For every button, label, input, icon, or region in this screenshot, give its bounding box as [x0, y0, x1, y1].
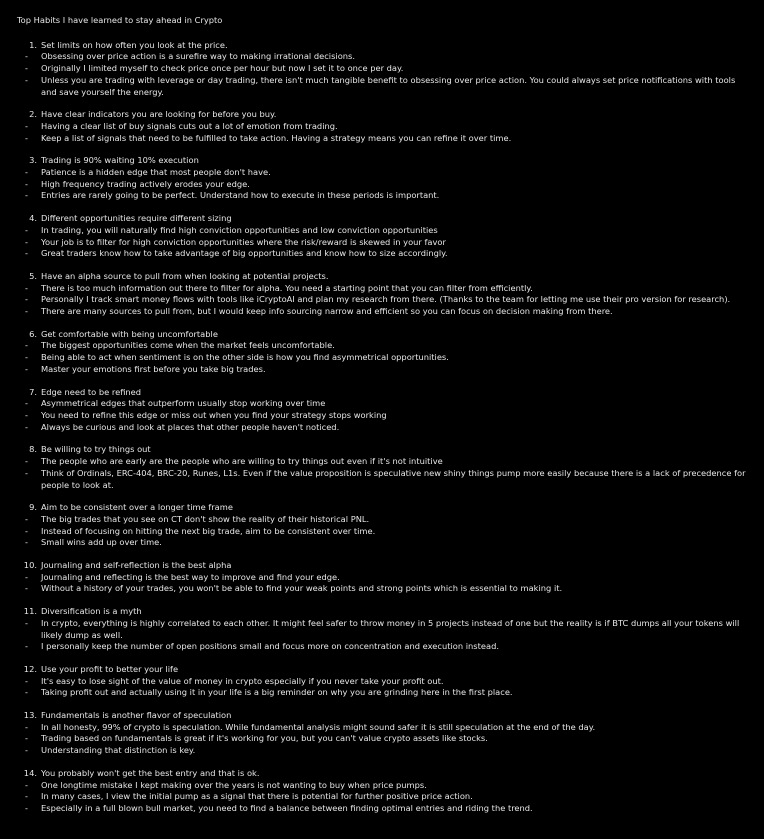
document-title: Top Habits I have learned to stay ahead in Crypto	[17, 15, 223, 25]
list-item	[17, 387, 752, 434]
bullet-text: Small wins add up over time.	[41, 537, 162, 548]
list-item	[17, 710, 752, 757]
bullet-point	[25, 352, 752, 364]
bullet-point	[25, 167, 752, 179]
bullet-text: Entries are rarely going to be perfect. Understand how to execute in these periods is important.	[41, 190, 440, 201]
bullet-text: Think of Ordinals, ERC-404, BRC-20, Runes, L1s. Even if the value proposition is speculative new shiny things pump more easily because there is a lack of precedence for people to look at.	[41, 467, 746, 490]
dash-icon: -	[25, 513, 28, 524]
habit-number: 7.	[29, 386, 37, 397]
bullet-text: Asymmetrical edges that outperform usually stop working over time	[41, 398, 326, 409]
bullet-text: Unless you are trading with leverage or day trading, there isn't much tangible benefit to obsessing over price action. You could always set price notifications with tools and save yourself the energy.	[41, 74, 736, 97]
bullet-point	[25, 422, 752, 434]
bullet-point	[25, 340, 752, 352]
dash-icon: -	[25, 306, 28, 317]
bullet-point	[25, 283, 752, 295]
bullet-text: In many cases, I view the initial pump as a signal that there is potential for further positive price action.	[41, 791, 473, 802]
bullet-text: High frequency trading actively erodes your edge.	[41, 178, 250, 189]
bullet-text: Understanding that distinction is key.	[41, 745, 196, 756]
bullet-point	[25, 398, 752, 410]
list-item	[17, 109, 752, 144]
dash-icon: -	[25, 236, 28, 247]
habit-title: Set limits on how often you look at the price.	[41, 39, 228, 50]
bullet-text: Being able to act when sentiment is on the other side is how you find asymmetrical opportunities.	[41, 352, 449, 363]
dash-icon: -	[25, 641, 28, 652]
bullet-point	[25, 51, 752, 63]
dash-icon: -	[25, 687, 28, 698]
habit-title: Edge need to be refined	[41, 386, 142, 397]
bullet-text: There are many sources to pull from, but I would keep info sourcing narrow and efficient so you can focus on decision making from there.	[41, 306, 613, 317]
bullet-text: One longtime mistake I kept making over the years is not wanting to buy when price pumps.	[41, 779, 427, 790]
bullet-text: You need to refine this edge or miss out when you find your strategy stops working	[41, 409, 387, 420]
bullet-point	[25, 63, 752, 75]
list-item	[17, 213, 752, 260]
dash-icon: -	[25, 74, 28, 85]
habit-number: 12.	[23, 663, 37, 674]
bullet-text: Patience is a hidden edge that most people don't have.	[41, 167, 271, 178]
bullet-point	[25, 190, 752, 202]
dash-icon: -	[25, 745, 28, 756]
habit-heading	[17, 502, 752, 514]
bullet-text: Taking profit out and actually using it in your life is a big reminder on why you are grinding here in the first place.	[41, 687, 513, 698]
dash-icon: -	[25, 583, 28, 594]
bullet-point	[25, 225, 752, 237]
dash-icon: -	[25, 132, 28, 143]
bullet-point	[25, 583, 752, 595]
habit-title: Be willing to try things out	[41, 444, 151, 455]
bullet-text: There is too much information out there to filter for alpha. You need a starting point that you can filter from efficiently.	[41, 282, 533, 293]
bullet-point	[25, 687, 752, 699]
bullet-point	[25, 526, 752, 538]
dash-icon: -	[25, 63, 28, 74]
dash-icon: -	[25, 178, 28, 189]
habit-heading	[17, 109, 752, 121]
dash-icon: -	[25, 675, 28, 686]
dash-icon: -	[25, 294, 28, 305]
dash-icon: -	[25, 224, 28, 235]
habit-heading	[17, 606, 752, 618]
bullet-text: Great traders know how to take advantage of big opportunities and know how to size accordingly.	[41, 248, 448, 259]
document	[17, 15, 752, 826]
habit-heading	[17, 40, 752, 52]
habit-title: Get comfortable with being uncomfortable	[41, 328, 218, 339]
bullet-text: Instead of focusing on hitting the next big trade, aim to be consistent over time.	[41, 525, 376, 536]
bullet-text: Having a clear list of buy signals cuts out a lot of emotion from trading.	[41, 120, 338, 131]
bullet-point	[25, 121, 752, 133]
habit-title: Different opportunities require different sizing	[41, 213, 232, 224]
dash-icon: -	[25, 120, 28, 131]
bullet-point	[25, 248, 752, 260]
habit-heading	[17, 155, 752, 167]
habit-number: 6.	[29, 328, 37, 339]
bullet-point	[25, 745, 752, 757]
bullet-point	[25, 780, 752, 792]
habit-title: Use your profit to better your life	[41, 663, 179, 674]
habit-heading	[17, 387, 752, 399]
habit-title: Fundamentals is another flavor of speculation	[41, 710, 232, 721]
habit-heading	[17, 560, 752, 572]
list-item	[17, 271, 752, 318]
bullet-text: Trading based on fundamentals is great if it's working for you, but you can't value crypto assets like stocks.	[41, 733, 488, 744]
bullet-point	[25, 237, 752, 249]
list-item	[17, 606, 752, 653]
dash-icon: -	[25, 190, 28, 201]
habit-heading	[17, 768, 752, 780]
bullet-point	[25, 676, 752, 688]
bullet-text: Journaling and reflecting is the best way to improve and find your edge.	[41, 571, 340, 582]
bullet-point	[25, 410, 752, 422]
bullet-point	[25, 733, 752, 745]
dash-icon: -	[25, 409, 28, 420]
dash-icon: -	[25, 733, 28, 744]
bullet-point	[25, 133, 752, 145]
bullet-point	[25, 514, 752, 526]
dash-icon: -	[25, 352, 28, 363]
bullet-point	[25, 75, 752, 98]
habit-heading	[17, 444, 752, 456]
habit-number: 1.	[29, 39, 37, 50]
list-item	[17, 444, 752, 491]
bullet-text: The big trades that you see on CT don't show the reality of their historical PNL.	[41, 513, 370, 524]
habit-heading	[17, 329, 752, 341]
habit-list	[17, 40, 752, 815]
bullet-point	[25, 572, 752, 584]
bullet-point	[25, 791, 752, 803]
dash-icon: -	[25, 248, 28, 259]
list-item	[17, 768, 752, 815]
list-item	[17, 502, 752, 549]
dash-icon: -	[25, 525, 28, 536]
habit-title: Journaling and self-reflection is the best alpha	[41, 560, 232, 571]
dash-icon: -	[25, 421, 28, 432]
habit-title: You probably won't get the best entry and that is ok.	[41, 767, 260, 778]
list-item	[17, 664, 752, 699]
habit-number: 2.	[29, 109, 37, 120]
bullet-text: Keep a list of signals that need to be fulfilled to take action. Having a strategy means you can refine it over time.	[41, 132, 512, 143]
bullet-text: In trading, you will naturally find high conviction opportunities and low conviction opportunities	[41, 224, 438, 235]
dash-icon: -	[25, 721, 28, 732]
bullet-point	[25, 468, 752, 491]
bullet-text: Originally I limited myself to check price once per hour but now I set it to once per day.	[41, 63, 404, 74]
bullet-text: Personally I track smart money flows with tools like iCryptoAI and plan my research from there. (Thanks to the team for letting me use their pro version for research).	[41, 294, 731, 305]
habit-number: 9.	[29, 502, 37, 513]
bullet-point	[25, 294, 752, 306]
habit-heading	[17, 271, 752, 283]
list-item	[17, 329, 752, 376]
bullet-text: Without a history of your trades, you won't be able to find your weak points and strong points which is essential to making it.	[41, 583, 563, 594]
bullet-text: Master your emotions first before you take big trades.	[41, 363, 266, 374]
habit-title: Trading is 90% waiting 10% execution	[41, 155, 199, 166]
bullet-text: In crypto, everything is highly correlated to each other. It might feel safer to throw money in 5 projects instead of one but the reality is if BTC dumps all your tokens will likely dump as well.	[41, 617, 740, 640]
bullet-text: The people who are early are the people who are willing to try things out even if it's not intuitive	[41, 456, 443, 467]
bullet-text: Always be curious and look at places that other people haven't noticed.	[41, 421, 340, 432]
dash-icon: -	[25, 282, 28, 293]
bullet-point	[25, 179, 752, 191]
bullet-text: It's easy to lose sight of the value of money in crypto especially if you never take your profit out.	[41, 675, 444, 686]
habit-number: 3.	[29, 155, 37, 166]
habit-number: 13.	[23, 710, 37, 721]
bullet-text: The biggest opportunities come when the market feels uncomfortable.	[41, 340, 335, 351]
bullet-point	[25, 364, 752, 376]
dash-icon: -	[25, 398, 28, 409]
dash-icon: -	[25, 340, 28, 351]
dash-icon: -	[25, 571, 28, 582]
bullet-point	[25, 537, 752, 549]
bullet-point	[25, 722, 752, 734]
habit-number: 5.	[29, 270, 37, 281]
bullet-point	[25, 456, 752, 468]
habit-heading	[17, 213, 752, 225]
bullet-point	[25, 641, 752, 653]
habit-title: Have clear indicators you are looking for before you buy.	[41, 109, 277, 120]
dash-icon: -	[25, 467, 28, 478]
bullet-point	[25, 306, 752, 318]
dash-icon: -	[25, 791, 28, 802]
list-item	[17, 40, 752, 99]
dash-icon: -	[25, 363, 28, 374]
habit-title: Diversification is a myth	[41, 606, 142, 617]
bullet-text: I personally keep the number of open positions small and focus more on concentration and execution instead.	[41, 641, 499, 652]
habit-title: Have an alpha source to pull from when looking at potential projects.	[41, 270, 329, 281]
habit-heading	[17, 710, 752, 722]
habit-heading	[17, 664, 752, 676]
dash-icon: -	[25, 617, 28, 628]
bullet-point	[25, 803, 752, 815]
dash-icon: -	[25, 779, 28, 790]
bullet-text: Your job is to filter for high conviction opportunities where the risk/reward is skewed in your favor	[41, 236, 446, 247]
list-item	[17, 560, 752, 595]
habit-number: 10.	[23, 560, 37, 571]
bullet-point	[25, 618, 752, 641]
dash-icon: -	[25, 537, 28, 548]
dash-icon: -	[25, 51, 28, 62]
habit-number: 14.	[23, 767, 37, 778]
habit-number: 11.	[23, 606, 37, 617]
dash-icon: -	[25, 167, 28, 178]
habit-number: 8.	[29, 444, 37, 455]
dash-icon: -	[25, 802, 28, 813]
habit-title: Aim to be consistent over a longer time frame	[41, 502, 233, 513]
dash-icon: -	[25, 456, 28, 467]
bullet-text: Especially in a full blown bull market, you need to find a balance between finding optimal entries and riding the trend.	[41, 802, 533, 813]
bullet-text: Obsessing over price action is a surefire way to making irrational decisions.	[41, 51, 356, 62]
list-item	[17, 155, 752, 202]
bullet-text: In all honesty, 99% of crypto is speculation. While fundamental analysis might sound safer it is still speculation at the end of the day.	[41, 721, 596, 732]
habit-number: 4.	[29, 213, 37, 224]
